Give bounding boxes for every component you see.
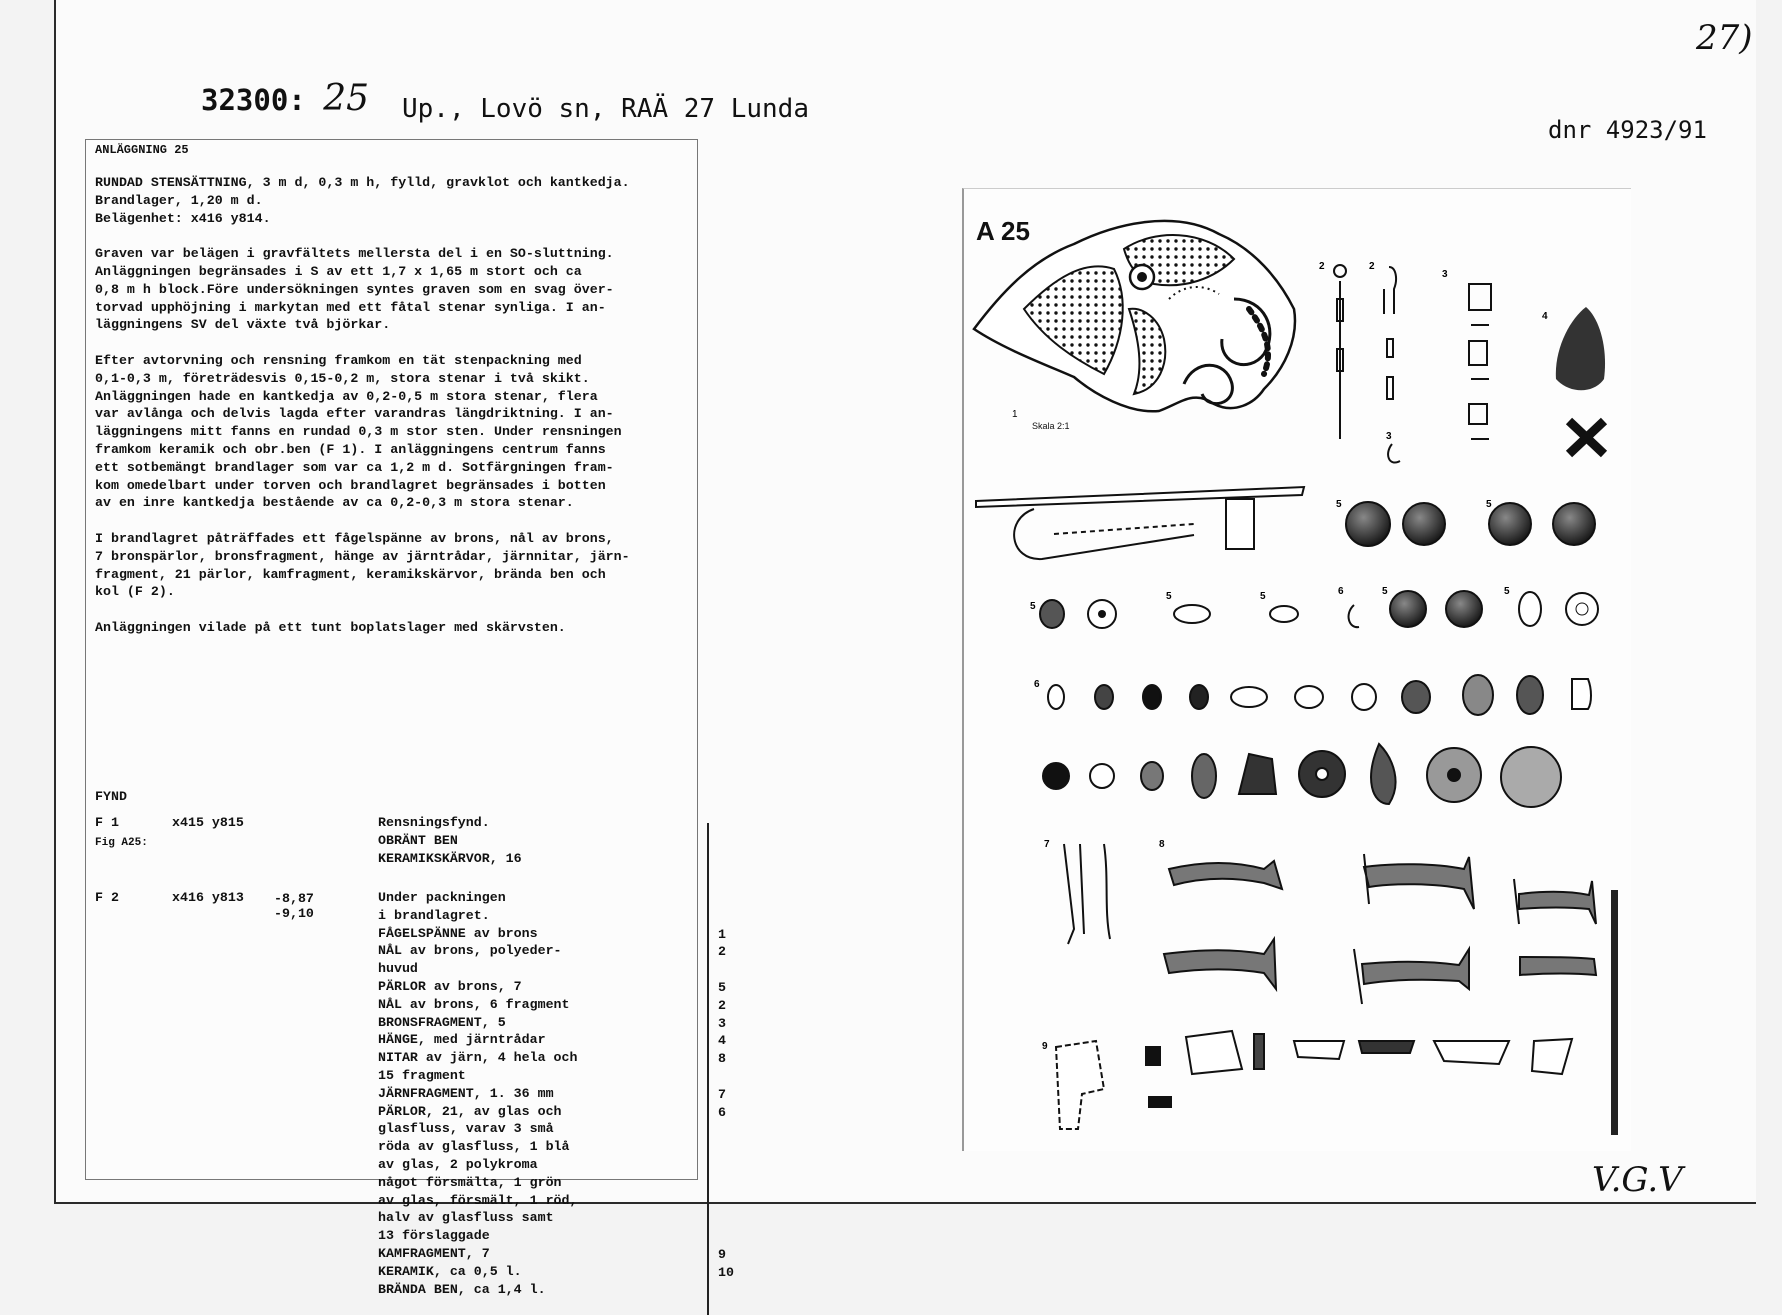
plate-number: 5 (1336, 499, 1342, 510)
find-description-line: BRÄNDA BEN, ca 1,4 l. (378, 1281, 546, 1297)
artifact-drawings (964, 189, 1631, 1151)
find-description-line: KAMFRAGMENT, 7 (378, 1246, 490, 1261)
find-figure-ref: 10 (718, 1264, 734, 1280)
find-description-line: OBRÄNT BEN (378, 832, 458, 848)
plate-number: 6 (1338, 586, 1344, 597)
iron-rivets-drawing (1064, 844, 1596, 1004)
find-description-line: BRONSFRAGMENT, 5 (378, 1014, 506, 1030)
find-figure-ref: 7 (718, 1086, 726, 1102)
plate-title: A 25 (976, 216, 1030, 246)
find-figure-ref: 5 (718, 980, 726, 995)
plate-number: 5 (1260, 591, 1266, 602)
report-line: Belägenhet: x416 y814. (95, 210, 271, 226)
figure-column-header: Fig A25: (95, 837, 148, 849)
plate-number: 8 (1159, 839, 1165, 850)
report-line: av en inre kantkedja bestående av ca 0,2-0,3 m stora stenar. (95, 495, 574, 511)
find-description-line: PÄRLOR av brons, 7 (378, 979, 522, 994)
report-line: läggningens SV del växte två björkar. (95, 317, 391, 333)
find-figure-ref: 6 (718, 1104, 726, 1120)
report-line: I brandlagret påträffades ett fågelspänne av brons, nål av brons, (95, 531, 614, 546)
plate-number: 5 (1030, 601, 1036, 612)
report-line: kol (F 2). (95, 584, 175, 600)
brooch-section-drawing (976, 487, 1304, 559)
plate-number: 3 (1442, 269, 1448, 280)
column-divider (707, 823, 709, 1315)
report-line: torvad upphöjning i markytan med ett fåtal stenar synliga. I an- (95, 299, 606, 315)
catalogue-number (201, 78, 369, 119)
signature: V.G.V (1592, 1160, 1683, 1200)
find-description-line: halv av glasfluss samt (378, 1210, 554, 1226)
find-figure-ref: 1 (718, 926, 726, 942)
find-description-line: av glas, försmält, 1 röd, (378, 1192, 578, 1208)
report-line: RUNDAD STENSÄTTNING, 3 m d, 0,3 m h, fylld, gravklot och kantkedja. (95, 175, 630, 190)
report-line: 0,1-0,3 m, företrädesvis 0,15-0,2 m, stora stenar i två skikt. (95, 370, 590, 386)
registration-number: dnr 4923/91 (1548, 116, 1707, 144)
find-description-line: NÅL av brons, 6 fragment (378, 996, 570, 1012)
report-line: kom omedelbart under torven och brandlagret begränsades i botten (95, 477, 606, 493)
bird-brooch-drawing (974, 221, 1295, 411)
site-location: Up., Lovö sn, RAÄ 27 Lunda (402, 94, 809, 124)
find-figure-ref: 2 (718, 944, 726, 960)
typed-report (85, 139, 734, 1297)
pendant-drawing (1556, 307, 1605, 454)
artifact-plate (962, 188, 1631, 1151)
feature-heading: ANLÄGGNING 25 (95, 143, 189, 157)
find-figure-ref: 3 (718, 1015, 726, 1031)
plate-number: 1 (1012, 409, 1018, 420)
report-line: läggningens mitt fanns en rundad 0,3 m stor sten. Under rensningen (95, 424, 622, 440)
find-description-line: 13 förslaggade (378, 1228, 490, 1244)
corner-note: 27) (1696, 18, 1753, 58)
find-description-line: FÅGELSPÄNNE av brons (378, 925, 538, 941)
bronze-beads-drawing (1040, 502, 1598, 628)
report-line: ett sotbemängt brandlager som var ca 1,2 m d. Sotfärgningen fram- (95, 459, 614, 475)
find-description-line: av glas, 2 polykroma (378, 1157, 538, 1172)
find-description-line: PÄRLOR, 21, av glas och (378, 1103, 562, 1119)
find-description-line: något försmälta, 1 grön (378, 1174, 562, 1190)
find-coordinates: x416 y813 (172, 890, 244, 905)
plate-scale: Skala 2:1 (1032, 421, 1070, 431)
find-number: F 1 (95, 815, 119, 830)
find-figure-ref: 4 (718, 1033, 726, 1049)
catalogue-prefix: 32300: (201, 83, 306, 117)
plate-number: 9 (1042, 1041, 1048, 1052)
find-figure-ref: 2 (718, 997, 726, 1013)
plate-number: 7 (1044, 839, 1050, 850)
plate-number: 5 (1166, 591, 1172, 602)
find-description-line: glasfluss, varav 3 små (378, 1121, 554, 1137)
plate-number: 4 (1542, 311, 1548, 322)
report-line: Graven var belägen i gravfältets mellersta del i en SO-sluttning. (95, 246, 614, 262)
plate-number: 2 (1369, 261, 1375, 272)
comb-and-ceramic-drawing (1056, 1031, 1572, 1129)
find-description-line: 15 fragment (378, 1068, 466, 1083)
report-line: Anläggningen vilade på ett tunt boplatslager med skärvsten. (95, 620, 566, 635)
finds-heading: FYND (95, 789, 127, 804)
find-description-line: KERAMIK, ca 0,5 l. (378, 1263, 522, 1279)
find-description-line: huvud (378, 961, 418, 977)
report-line: Anläggningen hade en kantkedja av 0,2-0,5 m stora stenar, flera (95, 388, 598, 404)
plate-edge-mark (1611, 890, 1618, 1135)
report-line: 7 bronspärlor, bronsfragment, hänge av järntrådar, järnnitar, järn- (95, 548, 630, 564)
find-number: F 2 (95, 890, 119, 905)
report-line: Brandlager, 1,20 m d. (95, 192, 263, 208)
bronze-fragment-drawing (1469, 284, 1491, 439)
find-description-line: Rensningsfynd. (378, 815, 490, 830)
find-description-line: NITAR av järn, 4 hela och (378, 1050, 578, 1066)
report-line: Efter avtorvning och rensning framkom en tät stenpackning med (95, 353, 582, 368)
report-line: framkom keramik och obr.ben (F 1). I anläggningens centrum fanns (95, 442, 606, 457)
find-description-line: JÄRNFRAGMENT, 1. 36 mm (378, 1085, 554, 1101)
find-figure-ref: 8 (718, 1051, 726, 1067)
report-line: 0,8 m h block.Före undersökningen syntes graven som en svag över- (95, 281, 614, 297)
find-description-line: NÅL av brons, polyeder- (378, 943, 562, 959)
find-description-line: KERAMIKSKÄRVOR, 16 (378, 850, 522, 866)
find-figure-ref: 9 (718, 1247, 726, 1262)
catalogue-handwritten-number: 25 (323, 78, 370, 119)
find-coordinates: x415 y815 (172, 815, 244, 830)
plate-number: 5 (1382, 586, 1388, 597)
find-depth: -9,10 (274, 906, 314, 921)
plate-number: 6 (1034, 679, 1040, 690)
find-depth: -8,87 (274, 891, 314, 906)
find-description-line: i brandlagret. (378, 907, 490, 923)
find-description-line: röda av glasfluss, 1 blå (378, 1139, 570, 1155)
plate-number: 3 (1386, 431, 1392, 442)
report-line: var avlånga och delvis lagda efter varandras längdriktning. I an- (95, 406, 614, 422)
find-description-line: Under packningen (378, 890, 506, 905)
report-line: Anläggningen begränsades i S av ett 1,7 x 1,65 m stort och ca (95, 264, 582, 279)
plate-number: 2 (1319, 261, 1325, 272)
report-line: fragment, 21 pärlor, kamfragment, keramikskärvor, brända ben och (95, 566, 606, 582)
find-description-line: HÄNGE, med järntrådar (378, 1032, 546, 1048)
glass-beads-drawing (1043, 675, 1591, 807)
plate-number: 5 (1504, 586, 1510, 597)
plate-number: 5 (1486, 499, 1492, 510)
